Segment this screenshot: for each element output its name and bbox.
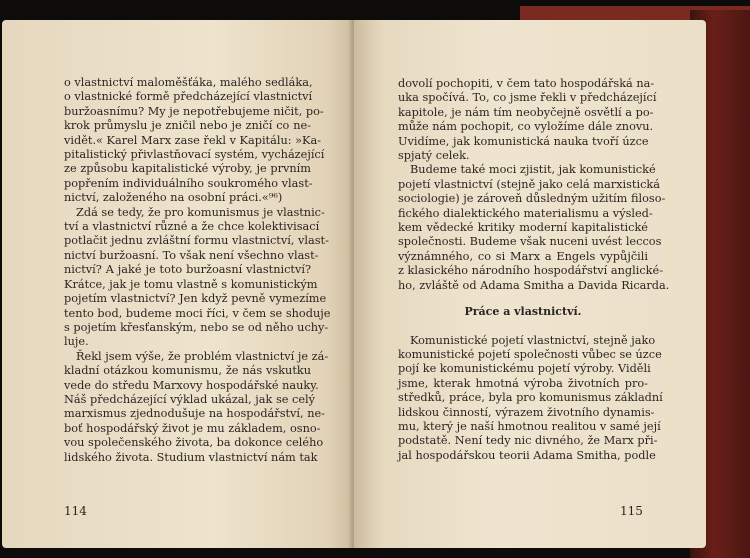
- text-line: pitalistický přivlastňovací systém, vycházející: [64, 148, 325, 162]
- text-line: Budeme také moci zjistit, jak komunistické: [410, 163, 656, 177]
- text-line: pojetím vlastnictví? Jen když pevně vymezíme: [64, 292, 327, 306]
- text-line: Komunistické pojetí vlastnictví, stejně jako: [410, 333, 656, 347]
- text-line: tví a vlastnictví různé a že chce kolektivisací: [64, 220, 320, 234]
- text-line: ho, zvláště od Adama Smitha a Davida Ricarda.: [398, 278, 670, 292]
- text-line: kem vědecké kritiky moderní kapitalistické: [398, 221, 648, 235]
- left-page-text: [64, 76, 331, 465]
- text-line: společnosti. Budeme však nuceni uvést leccos: [398, 235, 662, 249]
- text-line: z klasického národního hospodářství anglické-: [398, 264, 664, 278]
- text-line: krok průmyslu je zničil nebo je zničí co ne-: [64, 119, 311, 133]
- text-line: komunistické pojetí společnosti vůbec se úzce: [398, 347, 662, 361]
- text-line: význámného, co si Marx a Engels vypůjčili: [398, 249, 648, 263]
- text-line: sociologie) je zároveň důsledným užitím filoso-: [398, 192, 666, 206]
- text-line: tento bod, budeme moci říci, v čem se shoduje: [64, 306, 331, 320]
- text-line: s pojetím křesťanským, nebo se od něho uchy-: [64, 320, 329, 334]
- text-line: pojí ke komunistickému pojetí výroby. Viděli: [398, 362, 651, 376]
- section-heading: Práce a vlastnictví.: [464, 305, 582, 319]
- text-line: jsme, kterak hmotná výroba životních pro-: [398, 376, 648, 390]
- text-line: luje.: [64, 335, 89, 349]
- text-line: Řekl jsem výše, že problém vlastnictví je zá-: [76, 349, 329, 363]
- text-line: kapitole, je nám tím neobyčejně osvětlí a po-: [398, 105, 654, 119]
- right-page-text: [398, 77, 670, 463]
- text-line: Náš předcházející výklad ukázal, jak se celý: [64, 392, 316, 406]
- text-line: nictví buržoasní. To však není všechno vlast-: [64, 248, 319, 262]
- text-line: podstatě. Není tedy nic divného, že Marx při-: [398, 434, 658, 448]
- text-line: vede do středu Marxovy hospodářské nauky.: [64, 378, 319, 392]
- text-line: Zdá se tedy, že pro komunismus je vlastnic-: [76, 205, 325, 219]
- text-line: jal hospodářskou teorii Adama Smitha, podle: [398, 448, 656, 462]
- text-line: Uvidíme, jak komunistická nauka tvoří úzce: [398, 134, 649, 148]
- text-line: Krátce, jak je tomu vlastně s komunistickým: [64, 277, 318, 291]
- text-line: dovolí pochopiti, v čem tato hospodářská na-: [398, 77, 655, 90]
- text-line: nictví? A jaké je toto buržoasní vlastnictví?: [64, 263, 311, 277]
- text-line: ze způsobu kapitalistické výroby, je prvním: [64, 162, 311, 176]
- text-line: popřením individuálního soukromého vlast-: [64, 176, 313, 190]
- text-line: vou společenského života, ba dokonce celého: [64, 436, 324, 450]
- left-page: [2, 20, 354, 548]
- page-number: 115: [620, 504, 643, 518]
- text-line: uka spočívá. To, co jsme řekli v předcházející: [398, 91, 657, 105]
- text-line: marxismus zjednodušuje na hospodářství, ne-: [64, 407, 325, 421]
- text-line: fického dialektického materialismu a výsled-: [398, 206, 653, 220]
- text-line: lidského života. Studium vlastnictví nám tak: [64, 450, 318, 464]
- page-number: 114: [64, 504, 87, 518]
- text-line: lidskou činností, výrazem životního dynamis-: [398, 405, 655, 419]
- right-page: [354, 20, 706, 548]
- text-line: o vlastnické formě předcházející vlastnictví: [64, 90, 313, 104]
- text-line: potlačit jednu zvláštní formu vlastnictví, vlast-: [64, 234, 329, 248]
- text-line: o vlastnictví maloměšťáka, malého sedláka,: [64, 76, 313, 89]
- text-line: nictví, založeného na osobní práci.«⁹⁶): [64, 191, 283, 205]
- text-line: boť hospodářský život je mu základem, osno-: [64, 421, 321, 435]
- text-line: mu, který je naší hmotnou realitou v samé její: [398, 419, 661, 433]
- text-line: kladní otázkou komunismu, že nás vskutku: [64, 364, 311, 378]
- text-line: může nám pochopit, co vyložíme dále znovu.: [398, 120, 654, 134]
- text-line: vidět.« Karel Marx zase řekl v Kapitálu: »Ka-: [64, 133, 322, 147]
- text-line: spjatý celek.: [398, 149, 470, 163]
- text-line: středků, práce, byla pro komunismus základní: [398, 391, 663, 405]
- text-line: buržoasnímu? My je nepotřebujeme ničit, po-: [64, 104, 324, 118]
- text-line: pojetí vlastnictví (stejně jako celá marxistická: [398, 177, 660, 191]
